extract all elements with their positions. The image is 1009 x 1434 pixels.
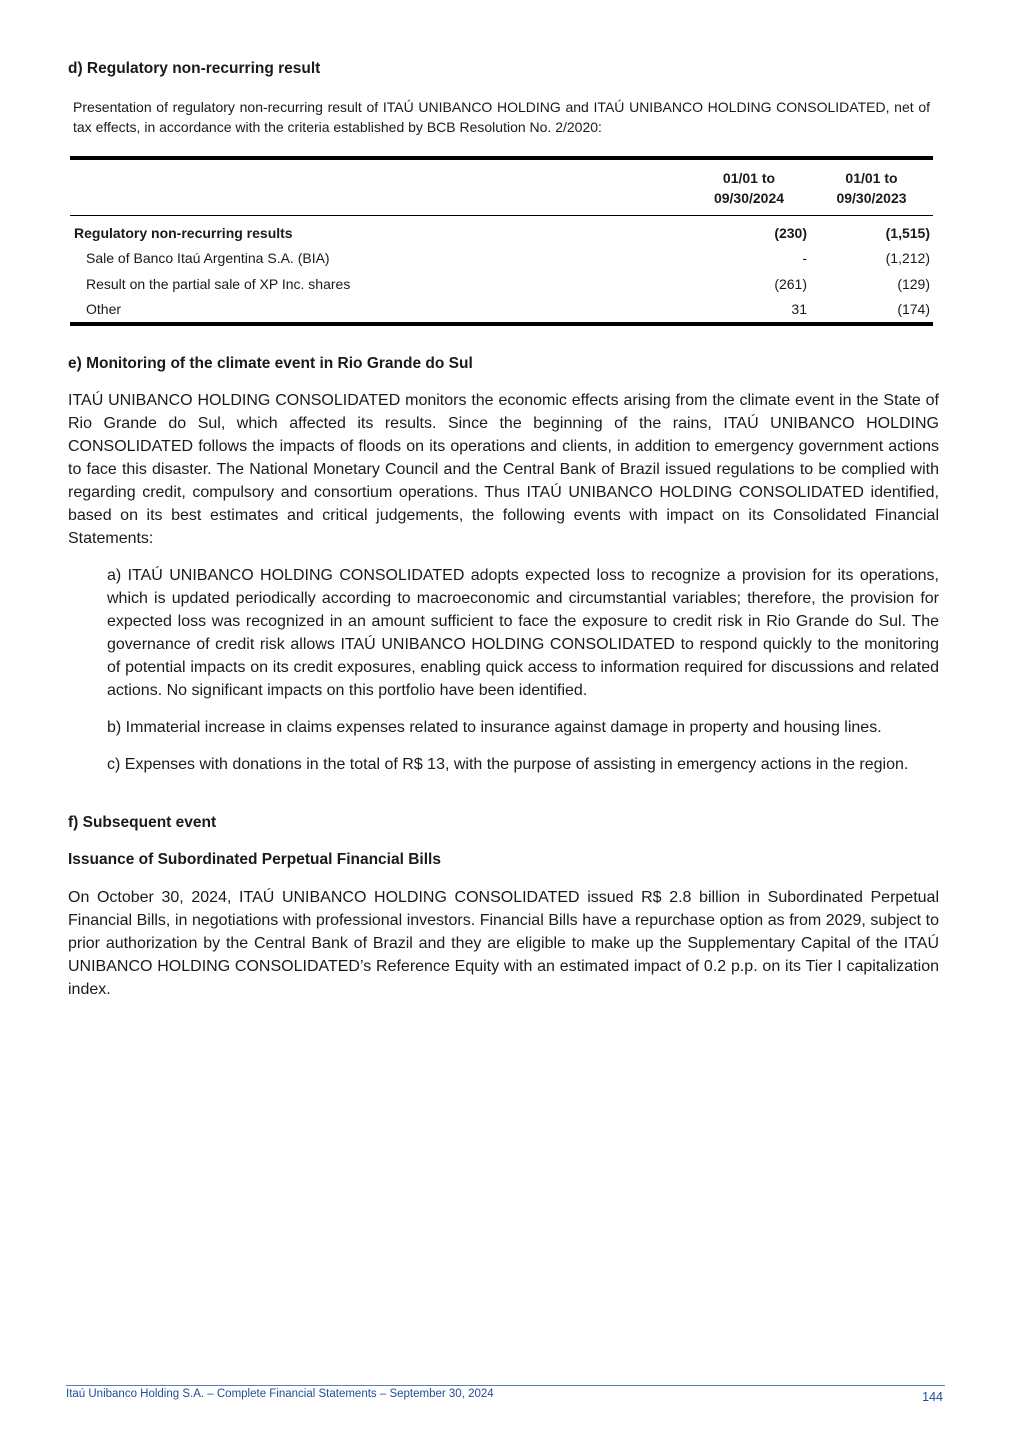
row-value-2024: (230): [774, 224, 807, 241]
row-value-2023: (1,212): [885, 250, 930, 267]
row-label: Other: [86, 301, 122, 318]
row-value-2023: (174): [897, 301, 930, 318]
table-header-row: [70, 158, 933, 216]
climate-item-a: a) ITAÚ UNIBANCO HOLDING CONSOLIDATED adopts expected loss to recognize a provision for its operations, which is updated periodically according to macroeconomic and circumstantial variables; therefore, the provision for expected loss was recognized in an amount sufficient to face the exposure to credit risk in Rio Grande do Sul. The governance of credit risk allows ITAÚ UNIBANCO HOLDING CONSOLIDATED to respond quickly to the monitoring of potential impacts on its credit exposures, enabling quick access to information required for discussions and related actions. No significant impacts on this portfolio have been identified.: [107, 567, 939, 699]
regulatory-nonrecurring-table: [70, 156, 933, 326]
header-col-2023-line2: 09/30/2023: [836, 190, 907, 206]
row-value-2024: (261): [774, 275, 807, 292]
table-row: [70, 246, 933, 272]
header-col-2024-line2: 09/30/2024: [713, 190, 785, 206]
section-f-paragraph: On October 30, 2024, ITAÚ UNIBANCO HOLDING CONSOLIDATED issued R$ 2.8 billion in Subordinated Perpetual Financial Bills, in negotiations with professional investors. Financial Bills have a repurchase option as from 2029, subject to prior authorization by the Central Bank of Brazil and they are eligible to make up the Supplementary Capital of the ITAÚ UNIBANCO HOLDING CONSOLIDATED’s Reference Equity with an estimated impact of 0.2 p.p. on its Tier I capitalization index.: [68, 889, 939, 998]
section-f-subheading: Issuance of Subordinated Perpetual Financial Bills: [68, 851, 441, 868]
table-row: [70, 297, 933, 325]
header-blank: [70, 158, 688, 216]
row-value-2023: (1,515): [885, 224, 930, 241]
table-row: [70, 271, 933, 297]
row-value-2024: 31: [791, 301, 807, 318]
section-d-heading: d) Regulatory non-recurring result: [68, 60, 321, 77]
climate-item-c: c) Expenses with donations in the total of R$ 13, with the purpose of assisting in emergency actions in the region.: [107, 756, 909, 773]
header-col-2024-line1: 01/01 to: [722, 170, 776, 186]
section-f-heading: f) Subsequent event: [68, 814, 217, 831]
row-value-2024: -: [802, 250, 807, 267]
row-value-2023: (129): [897, 275, 930, 292]
row-label: Sale of Banco Itaú Argentina S.A. (BIA): [86, 250, 330, 267]
row-label: Regulatory non-recurring results: [74, 224, 293, 241]
header-col-2024: [688, 158, 810, 216]
header-col-2023: [810, 158, 933, 216]
page-number: 144: [922, 1390, 943, 1404]
section-e-heading: e) Monitoring of the climate event in Rio Grande do Sul: [68, 355, 473, 372]
section-d-intro: Presentation of regulatory non-recurring result of ITAÚ UNIBANCO HOLDING and ITAÚ UNIBANCO HOLDING CONSOLIDATED, net of tax effects, in accordance with the criteria established by BCB Resolution No. 2/2020:: [73, 99, 930, 135]
climate-item-b: b) Immaterial increase in claims expenses related to insurance against damage in property and housing lines.: [107, 719, 882, 736]
header-col-2023-line1: 01/01 to: [845, 170, 898, 186]
footer-rule: [66, 1385, 945, 1386]
footer-text: Itaú Unibanco Holding S.A. – Complete Financial Statements – September 30, 2024: [66, 1388, 494, 1400]
table-row: [70, 216, 933, 246]
row-label: Result on the partial sale of XP Inc. shares: [86, 275, 351, 292]
section-e-paragraph: ITAÚ UNIBANCO HOLDING CONSOLIDATED monitors the economic effects arising from the climate event in the State of Rio Grande do Sul, which affected its results. Since the beginning of the rains, ITAÚ UNIBANCO HOLDING CONSOLIDATED follows the impacts of floods on its operations and clients, in addition to emergency government actions to face this disaster. The National Monetary Council and the Central Bank of Brazil issued regulations to be complied with regarding credit, compulsory and consortium operations. Thus ITAÚ UNIBANCO HOLDING CONSOLIDATED identified, based on its best estimates and critical judgements, the following events with impact on its Consolidated Financial Statements:: [68, 392, 939, 547]
